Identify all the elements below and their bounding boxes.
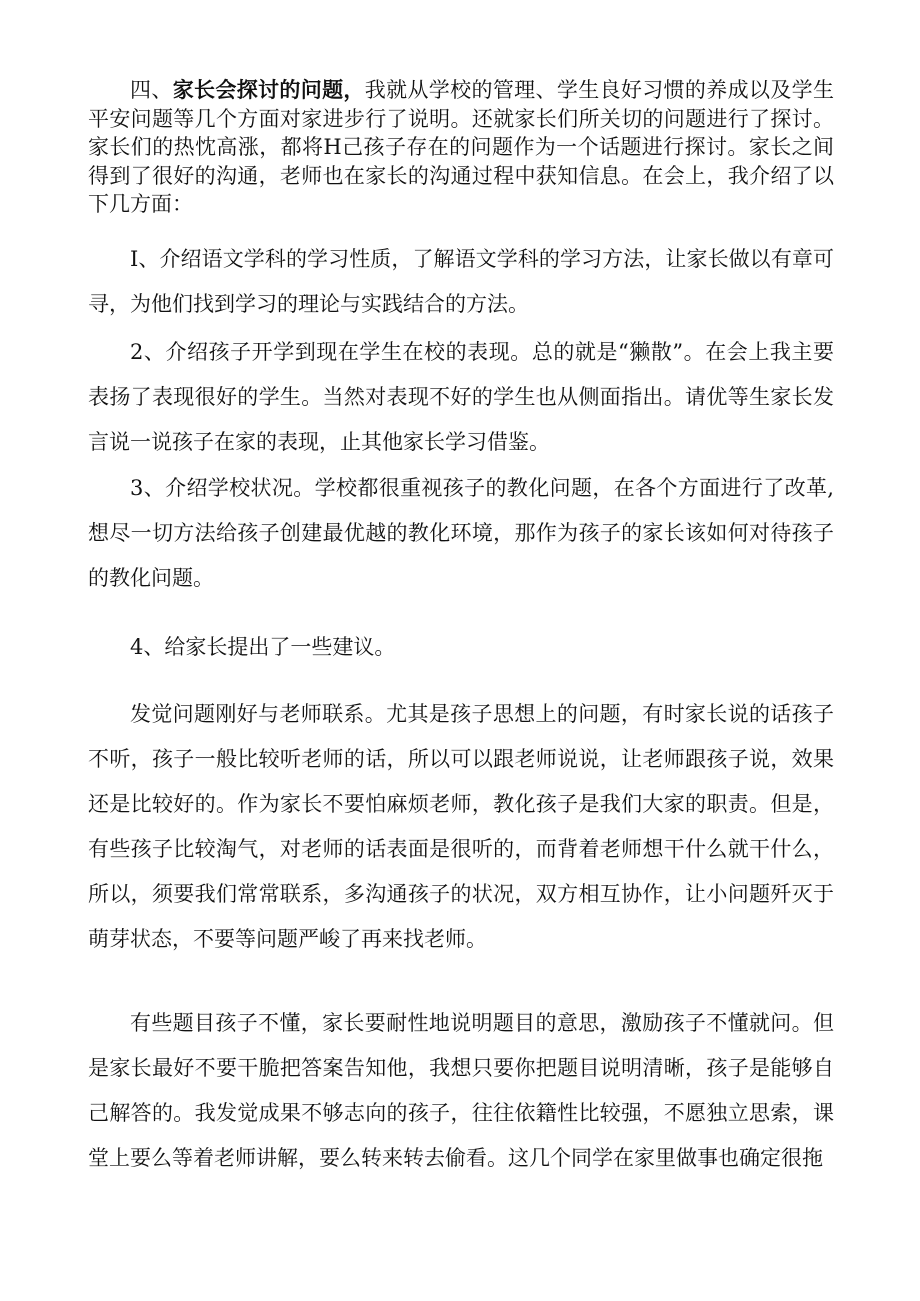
- list-item-2: 2、介绍孩子开学到现在学生在校的表现。总的就是“獭散”。在会上我主要表扬了表现很好的学生。当然对表现不好的学生也从侧面指出。请优等生家长发言说一说孩子在家的表现，止其他家长学习借鉴。: [88, 340, 834, 454]
- section-heading: 家长会探讨的问题，: [172, 77, 365, 102]
- list-item-3: 3、介绍学校状况。学校都很重视孩子的教化问题，在各个方面进行了改革,想尽一切方法给孩子创建最优越的教化环境，那作为孩子的家长该如何对待孩子的教化问题。: [88, 476, 834, 590]
- intro-paragraph: [88, 76, 834, 219]
- section-number: 四、: [130, 78, 173, 102]
- list-item-4: 4、给家长提出了一些建议。: [130, 635, 396, 659]
- advice-paragraph-1: 发觉问题刚好与老师联系。尤其是孩子思想上的问题，有时家长说的话孩子不听，孩子一般比较听老师的话，所以可以跟老师说说，让老师跟孩子说，效果还是比较好的。作为家长不要怕麻烦老师，教化孩子是我们大家的职责。但是，有些孩子比较淘气，对老师的话表面是很听的，而背着老师想干什么就干什么，所以，须要我们常常联系，多沟通孩子的状况，双方相互协作，让小问题歼灭于萌芽状态，不要等问题严峻了再来找老师。: [88, 702, 834, 951]
- intro-text: 我就从学校的管理、学生良好习惯的养成以及学生平安问题等几个方面对家进步行了说明。还就家长们所关切的问题进行了探讨。家长们的热忱高涨，都将H己孩子存在的问题作为一个话题进行探讨。家长之间得到了很好的沟通，老师也在家长的沟通过程中获知信息。在会上，我介绍了以下几方面：: [88, 78, 834, 216]
- advice-paragraph-2: 有些题目孩子不懂，家长要耐性地说明题目的意思，激励孩子不懂就问。但是家长最好不要干脆把答案告知他，我想只要你把题目说明清晰，孩子是能够自己解答的。我发觉成果不够志向的孩子，往往依籍性比较强，不愿独立思索，课堂上要么等着老师讲解，要么转来转去偷看。这几个同学在家里做事也确定很拖: [88, 1011, 834, 1170]
- list-item-1: I、介绍语文学科的学习性质，了解语文学科的学习方法，让家长做以有章可寻，为他们找到学习的理论与实践结合的方法。: [88, 247, 834, 316]
